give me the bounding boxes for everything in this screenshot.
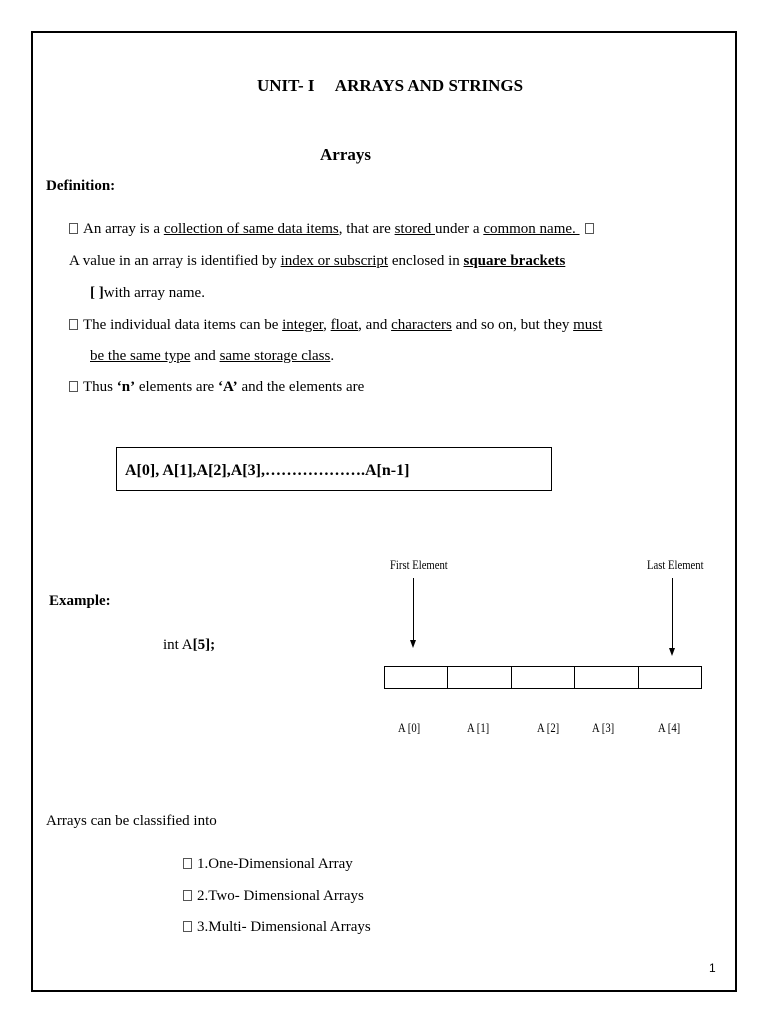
example-code: int A[5]; xyxy=(163,637,216,653)
line-3: [ ]with array name. xyxy=(90,285,205,301)
bullet-1: An array is a collection of same data items, that are stored under a common name. xyxy=(69,221,594,238)
definition-heading: Definition: xyxy=(46,178,116,194)
bullet-3: Thus ‘n’ elements are ‘A’ and the elements are xyxy=(69,379,364,396)
array-cell xyxy=(512,667,575,688)
missing-glyph-icon xyxy=(69,223,78,234)
missing-glyph-icon xyxy=(183,921,192,932)
array-cell xyxy=(385,667,448,688)
class-item: 2.Two- Dimensional Arrays xyxy=(183,888,364,905)
class-item: 3.Multi- Dimensional Arrays xyxy=(183,919,371,936)
missing-glyph-icon xyxy=(69,319,78,330)
cell-label: A [3] xyxy=(592,720,615,735)
missing-glyph-icon xyxy=(585,223,594,234)
cell-label: A [0] xyxy=(398,720,421,735)
cell-label: A [2] xyxy=(537,720,560,735)
array-cells xyxy=(384,666,702,689)
arrow-head-icon xyxy=(410,640,416,648)
array-cell xyxy=(448,667,511,688)
array-elements-text: A[0], A[1],A[2],A[3],……………….A[n-1] xyxy=(125,462,410,479)
array-cell xyxy=(575,667,638,688)
classified-intro: Arrays can be classified into xyxy=(46,813,217,829)
unit-title: UNIT- I ARRAYS AND STRINGS xyxy=(257,76,524,95)
last-element-arrow xyxy=(672,578,673,648)
page-frame xyxy=(31,31,737,992)
example-heading: Example: xyxy=(49,593,111,609)
missing-glyph-icon xyxy=(183,890,192,901)
arrow-head-icon xyxy=(669,648,675,656)
line-2: A value in an array is identified by index or subscript enclosed in square brackets xyxy=(69,253,566,269)
array-cell xyxy=(639,667,701,688)
bullet-2: The individual data items can be integer, float, and characters and so on, but they must xyxy=(69,317,602,334)
missing-glyph-icon xyxy=(183,858,192,869)
missing-glyph-icon xyxy=(69,381,78,392)
first-element-label: First Element xyxy=(390,557,448,572)
cell-label: A [1] xyxy=(467,720,490,735)
class-item: 1.One-Dimensional Array xyxy=(183,856,353,873)
section-title: Arrays xyxy=(320,145,371,164)
page-number: 1 xyxy=(709,961,716,975)
line-5: be the same type and same storage class. xyxy=(90,348,335,364)
cell-label: A [4] xyxy=(658,720,681,735)
last-element-label: Last Element xyxy=(647,557,704,572)
first-element-arrow xyxy=(413,578,414,640)
